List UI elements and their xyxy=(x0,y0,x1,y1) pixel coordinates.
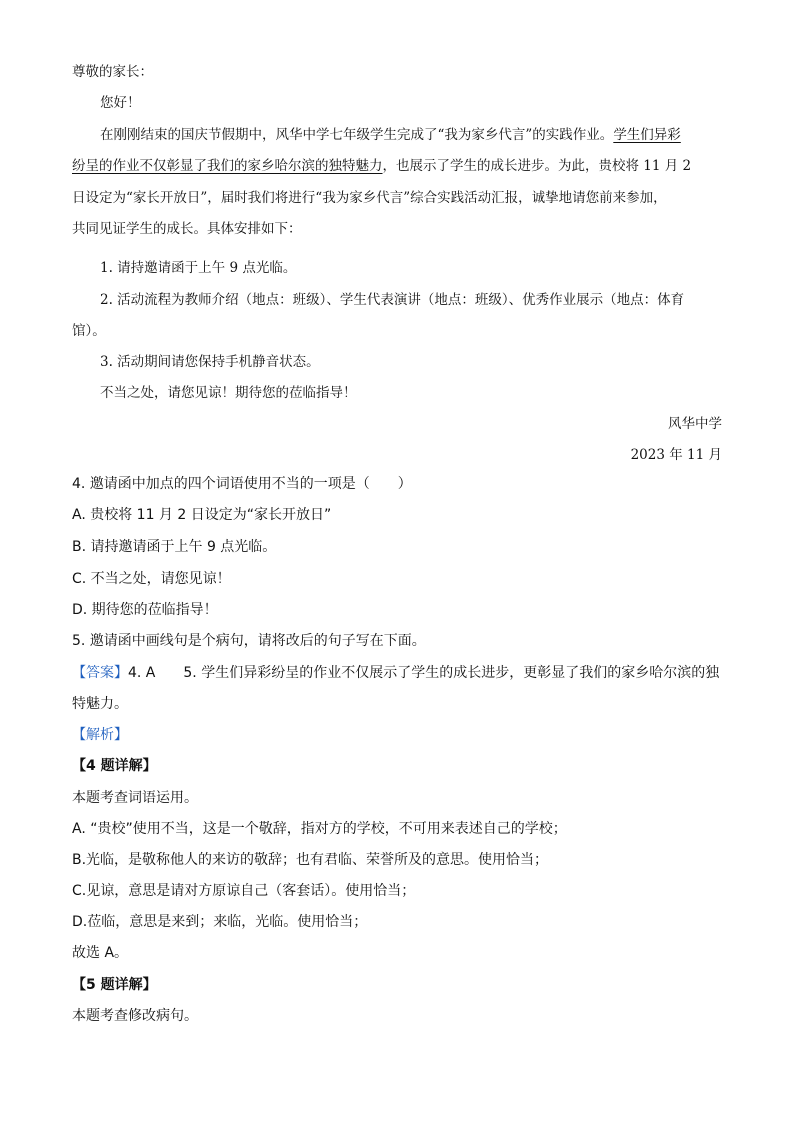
underlined-sentence: 学生们异彩 xyxy=(613,127,681,143)
signature: 风华中学 xyxy=(668,416,722,432)
question-4: 4. 邀请函中加点的四个词语使用不当的一项是（ ） xyxy=(72,476,412,492)
letter-text: 在刚刚结束的国庆节假期中，风华中学七年级学生完成了“我为家乡代言”的实践作业。 xyxy=(100,127,614,143)
letter-paragraph-line-1 xyxy=(72,123,681,143)
answer-line-1 xyxy=(72,662,732,682)
answer-4: 4. A xyxy=(128,665,156,681)
analysis-intro-4: 本题考查词语运用。 xyxy=(72,790,198,806)
option-c: C. 不当之处，请您见谅！ xyxy=(72,571,231,587)
section-heading-4: 【4 题详解】 xyxy=(72,758,157,774)
option-a: A. 贵校将 11 月 2 日设定为“家长开放日” xyxy=(72,507,332,523)
letter-paragraph-line-4: 共同见证学生的成长。具体安排如下： xyxy=(72,221,302,237)
salutation: 尊敬的家长： xyxy=(72,64,153,80)
analysis-tag: 【解析】 xyxy=(72,727,128,743)
answer-5: 5. 学生们异彩纷呈的作业不仅展示了学生的成长进步，更彰显了我们的家乡哈尔滨的独 xyxy=(183,665,720,681)
arrangement-item-1: 1. 请持邀请函于上午 9 点光临。 xyxy=(100,260,297,276)
underlined-sentence: 纷呈的作业不仅彰显了我们的家乡哈尔滨的独特魅力 xyxy=(72,158,383,174)
greeting: 您好！ xyxy=(100,95,141,111)
letter-paragraph-line-3: 日设定为“家长开放日”，届时我们将进行“我为家乡代言”综合实践活动汇报，诚挚地请您前来参加， xyxy=(72,190,667,206)
explanation-b: B.光临，是敬称他人的来访的敬辞；也有君临、荣誉所及的意思。使用恰当； xyxy=(72,852,549,868)
explanation-d: D.莅临，意思是来到；来临，光临。使用恰当； xyxy=(72,914,368,930)
choice-statement: 故选 A。 xyxy=(72,945,129,961)
answer-tag: 【答案】 xyxy=(72,665,128,681)
explanation-c: C.见谅，意思是请对方原谅自己（客套话）。使用恰当； xyxy=(72,883,416,899)
explanation-a: A. “贵校”使用不当，这是一个敬辞，指对方的学校，不可用来表述自己的学校； xyxy=(72,821,567,837)
question-5: 5. 邀请函中画线句是个病句，请将改后的句子写在下面。 xyxy=(72,633,426,649)
closing-line: 不当之处，请您见谅！期待您的莅临指导！ xyxy=(100,385,357,401)
section-heading-5: 【5 题详解】 xyxy=(72,977,157,993)
option-b: B. 请持邀请函于上午 9 点光临。 xyxy=(72,539,277,555)
arrangement-item-2: 2. 活动流程为教师介绍（地点：班级）、学生代表演讲（地点：班级）、优秀作业展示（地点：体育 xyxy=(100,292,685,308)
arrangement-item-3: 3. 活动期间请您保持手机静音状态。 xyxy=(100,354,320,370)
answer-line-2: 特魅力。 xyxy=(72,696,128,712)
option-d: D. 期待您的莅临指导！ xyxy=(72,602,218,618)
analysis-intro-5: 本题考查修改病句。 xyxy=(72,1008,198,1024)
arrangement-item-2-cont: 馆）。 xyxy=(72,323,106,339)
letter-date: 2023 年 11 月 xyxy=(630,447,722,463)
letter-text: ，也展示了学生的成长进步。为此，贵校将 11 月 2 xyxy=(382,158,692,174)
letter-paragraph-line-2 xyxy=(72,154,691,174)
